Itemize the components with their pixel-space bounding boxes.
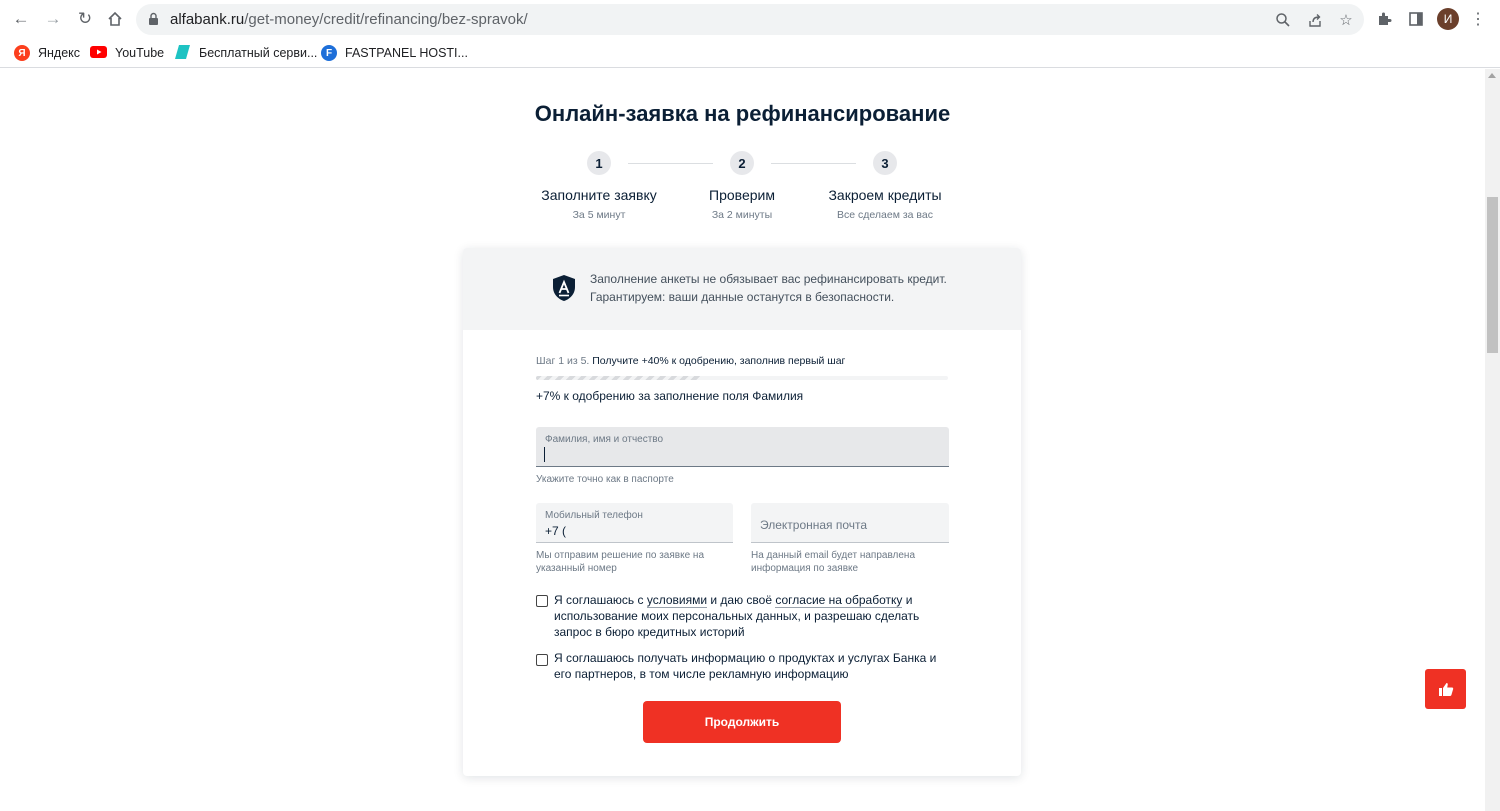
step-subtitle: За 5 минут — [572, 209, 626, 221]
progress-bar — [536, 376, 948, 380]
bookmark-youtube[interactable] — [90, 43, 164, 63]
consent-text-2: Я соглашаюсь получать информацию о продуктах и услугах Банка и его партнеров, в том числе рекламную информацию — [554, 651, 937, 681]
bookmark-fastpanel[interactable] — [321, 43, 468, 63]
progress-fill — [536, 376, 701, 380]
yandex-icon: Я — [14, 45, 30, 61]
consent-link[interactable]: согласие на обработку — [775, 593, 903, 607]
step-title: Проверим — [709, 187, 775, 203]
thumbs-up-icon — [1438, 682, 1454, 697]
forward-icon[interactable]: → — [44, 9, 62, 28]
notice-line-2: Гарантируем: ваши данные останутся в безопасности. — [590, 290, 895, 304]
text-caret — [544, 447, 545, 462]
step-title: Заполните заявку — [541, 187, 657, 203]
bookmark-label: YouTube — [115, 46, 165, 60]
consent-text-1 — [554, 592, 949, 640]
steps-indicator — [536, 151, 950, 231]
security-notice — [463, 248, 1021, 330]
phone-label: Мобильный телефон — [545, 510, 643, 521]
email-field[interactable] — [751, 503, 949, 543]
step-1 — [529, 151, 669, 221]
url-text[interactable]: alfabank.ru/get-money/credit/refinancing/bez-spravok/ — [170, 11, 528, 28]
bookmark-star-icon[interactable]: ☆ — [1339, 12, 1353, 29]
step-subtitle: За 2 минуты — [711, 209, 773, 221]
page-scrollbar[interactable] — [1485, 69, 1500, 811]
continue-button[interactable]: Продолжить — [643, 701, 841, 743]
bookmark-yandex[interactable] — [14, 43, 80, 63]
consent-text: и даю своё — [707, 593, 776, 607]
step-title: Закроем кредиты — [828, 187, 942, 203]
fio-label: Фамилия, имя и отчество — [545, 434, 664, 445]
fio-field[interactable] — [536, 427, 949, 467]
approval-bonus-text: +7% к одобрению за заполнение поля Фамилия — [536, 389, 804, 403]
menu-kebab-icon[interactable]: ⋮ — [1470, 11, 1486, 28]
bookmark-label: Бесплатный серви... — [199, 46, 318, 60]
phone-value: +7 ( — [545, 524, 567, 538]
browser-toolbar — [0, 0, 1500, 39]
side-panel-icon[interactable] — [1406, 9, 1426, 29]
home-icon[interactable] — [104, 8, 126, 30]
phone-hint: Мы отправим решение по заявке на указанный номер — [536, 550, 705, 574]
step-3 — [815, 151, 955, 221]
page-viewport — [0, 69, 1500, 811]
application-form-card — [463, 248, 1021, 776]
back-icon[interactable]: ← — [12, 9, 30, 28]
step-number: 2 — [730, 151, 754, 175]
lock-icon[interactable] — [148, 12, 159, 26]
service-icon — [175, 44, 191, 63]
consent-checkbox-1[interactable] — [536, 595, 548, 607]
notice-text — [590, 270, 970, 306]
bookmarks-bar — [0, 39, 1500, 68]
progress-step-text: Шаг 1 из 5. — [536, 355, 590, 367]
consent-text: Я соглашаюсь с — [554, 593, 647, 607]
step-number: 3 — [873, 151, 897, 175]
progress-hint-text: Получите +40% к одобрению, заполнив первый шаг — [592, 355, 846, 367]
step-2 — [672, 151, 812, 221]
fastpanel-icon: F — [321, 45, 337, 61]
profile-avatar[interactable]: И — [1437, 8, 1459, 30]
email-hint: На данный email будет направлена информация по заявке — [751, 550, 916, 574]
progress-label — [536, 355, 845, 367]
phone-field[interactable] — [536, 503, 733, 543]
bookmark-label: Яндекс — [38, 46, 81, 60]
consent-text: и использование моих персональных данных, и разрешаю сделать запрос в бюро кредитных историй — [554, 593, 920, 639]
scroll-thumb[interactable] — [1487, 197, 1498, 353]
extensions-icon[interactable] — [1375, 9, 1395, 29]
bookmark-label: FASTPANEL HOSTI... — [345, 46, 468, 60]
zoom-icon[interactable] — [1273, 10, 1293, 30]
youtube-icon — [90, 46, 107, 61]
step-number: 1 — [587, 151, 611, 175]
page-title: Онлайн-заявка на рефинансирование — [534, 101, 951, 126]
scroll-up-arrow-icon[interactable] — [1488, 73, 1496, 78]
shield-icon — [552, 274, 576, 302]
feedback-button[interactable] — [1425, 669, 1466, 709]
notice-line-1: Заполнение анкеты не обязывает вас рефинансировать кредит. — [590, 272, 947, 286]
fio-hint: Укажите точно как в паспорте — [536, 474, 674, 485]
terms-link[interactable]: условиями — [646, 593, 708, 607]
bookmark-service[interactable] — [175, 43, 317, 63]
email-placeholder: Электронная почта — [760, 518, 868, 532]
consent-checkbox-2[interactable] — [536, 654, 548, 666]
reload-icon[interactable]: ↻ — [77, 9, 93, 28]
share-icon[interactable] — [1305, 10, 1325, 30]
step-subtitle: Все сделаем за вас — [837, 209, 933, 221]
